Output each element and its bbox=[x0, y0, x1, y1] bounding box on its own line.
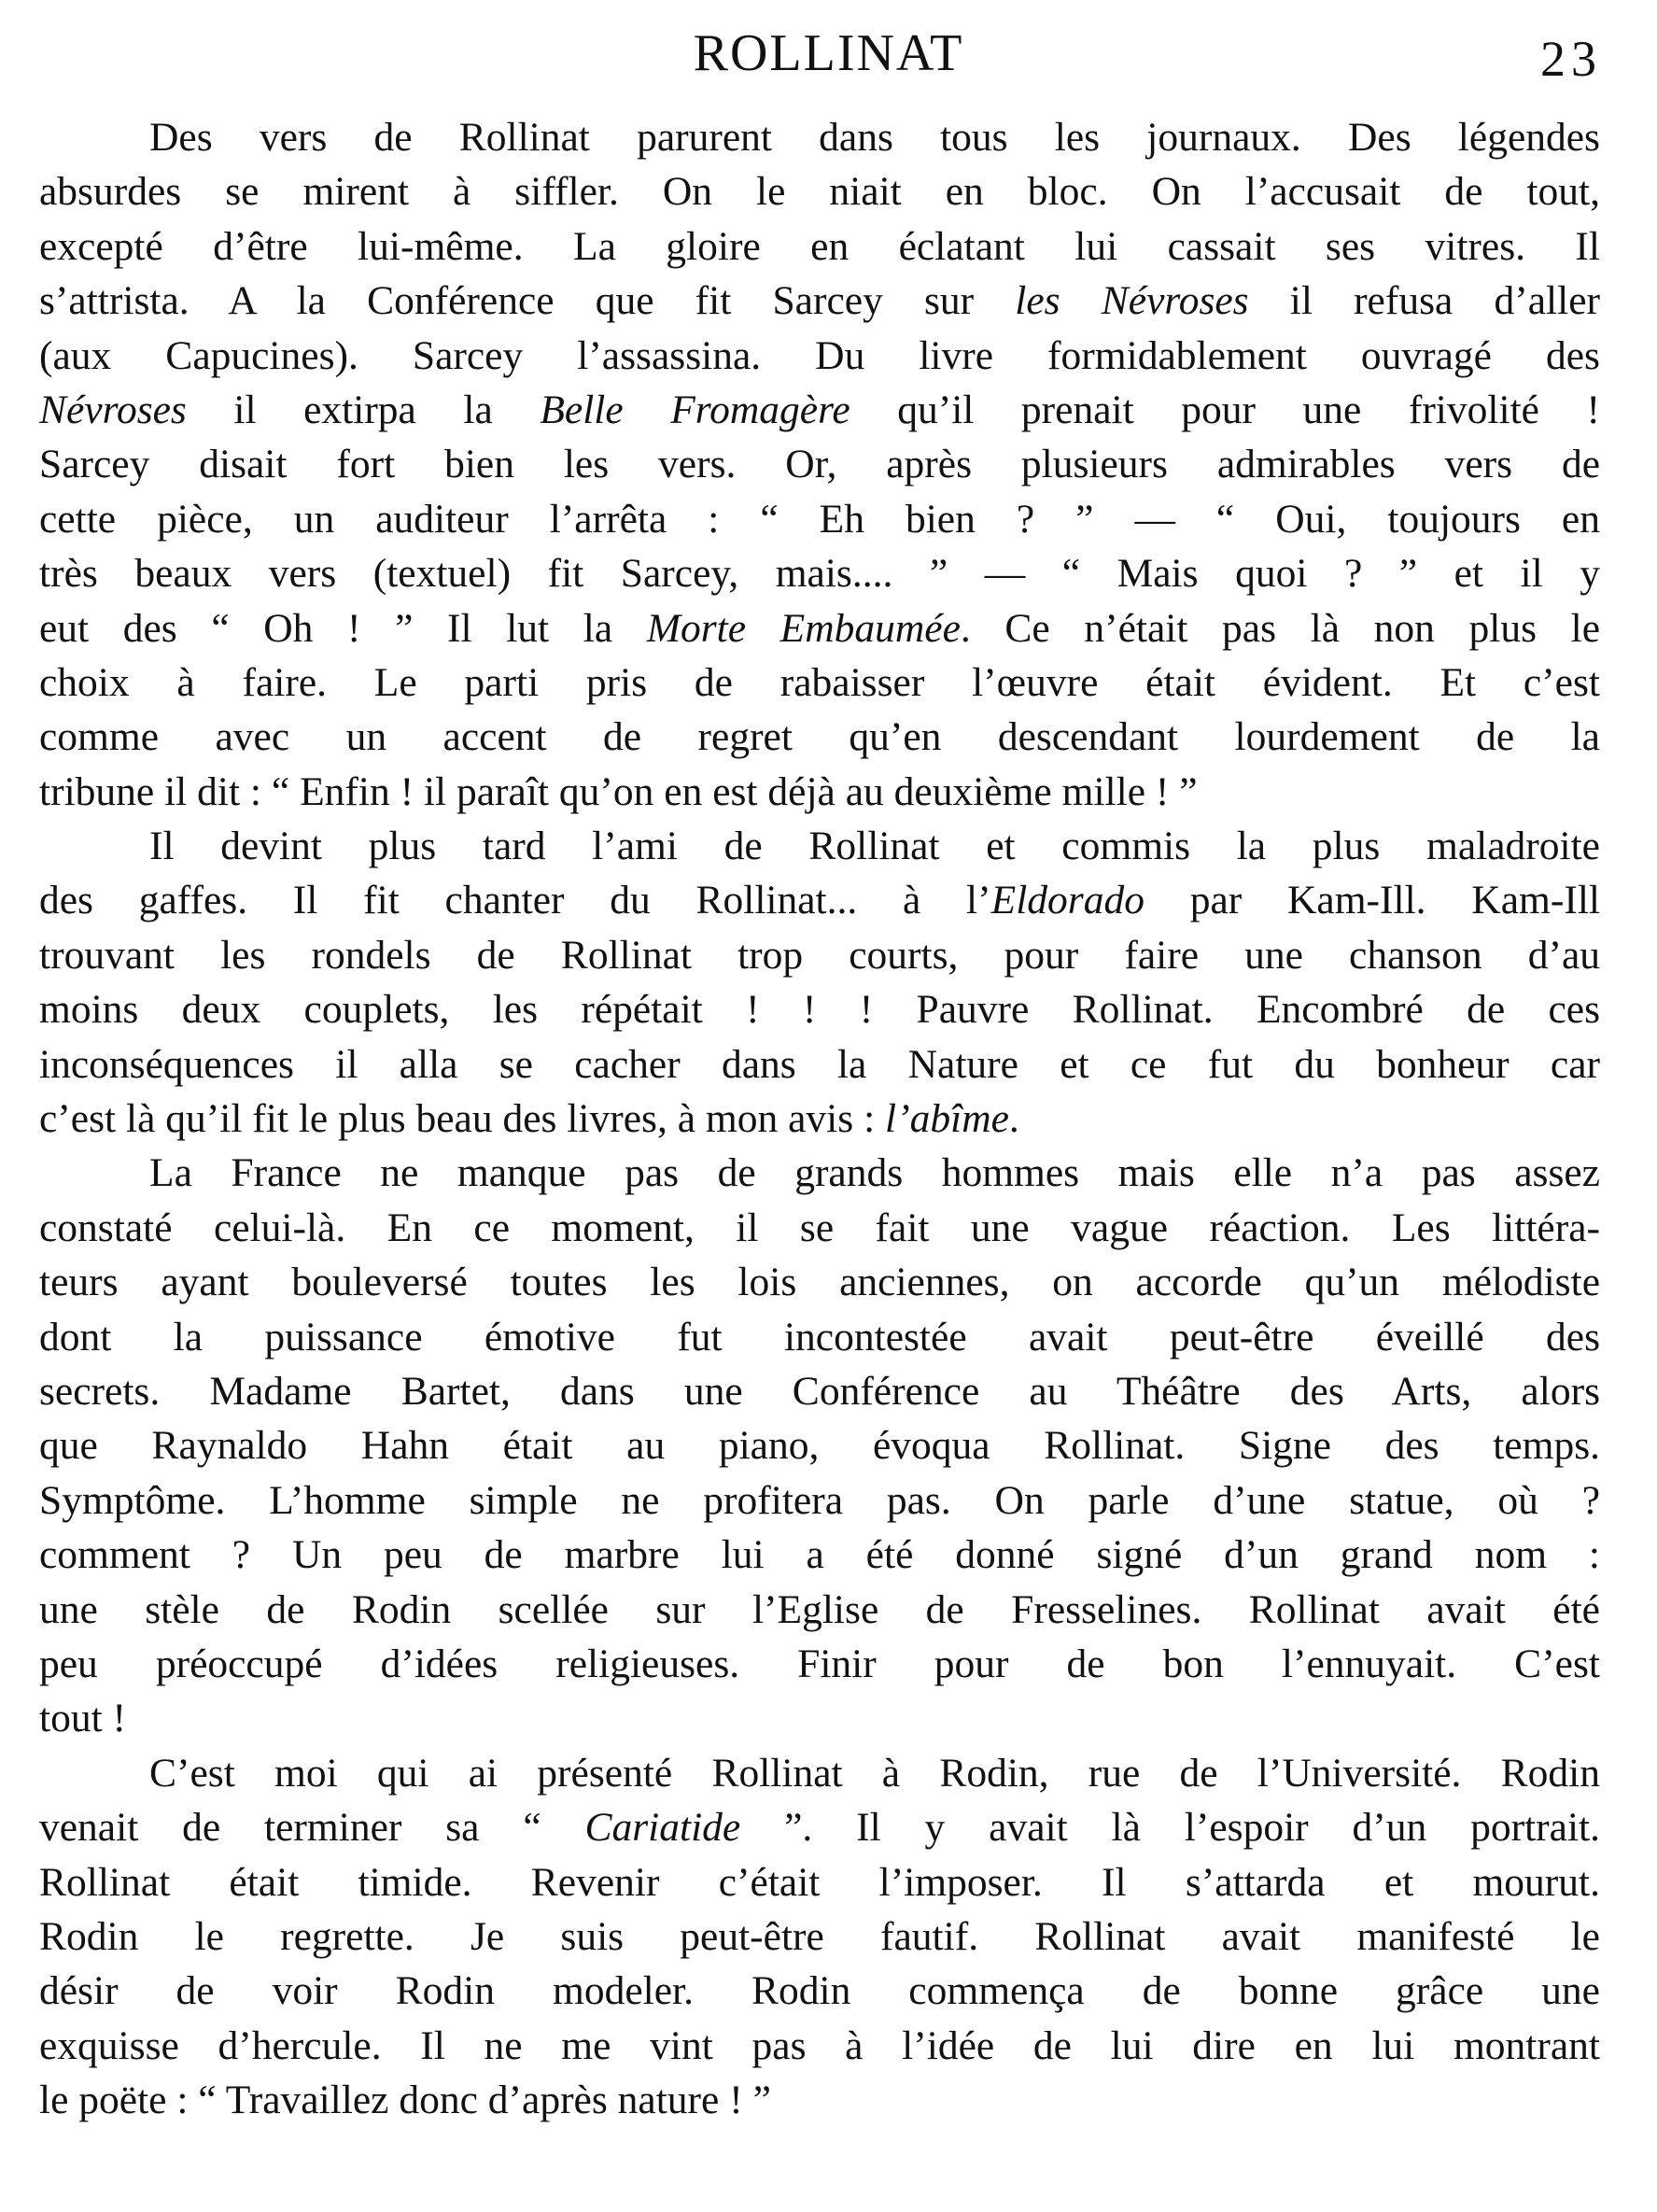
text-segment: ”. Il y avait là l’espoir d’un portrait. bbox=[740, 1805, 1600, 1851]
text-line bbox=[39, 873, 1600, 927]
text-segment: des gaffes. Il fit chanter du Rollinat... à l’ bbox=[39, 878, 991, 923]
text-line bbox=[39, 1255, 1600, 1309]
text-segment: constaté celui-là. En ce moment, il se fait une vague réaction. Les littéra- bbox=[39, 1205, 1600, 1250]
text-segment: trouvant les rondels de Rollinat trop courts, pour faire une chanson d’au bbox=[39, 932, 1600, 978]
text-segment: comment ? Un peu de marbre lui a été donné signé d’un grand nom : bbox=[39, 1532, 1600, 1578]
running-head bbox=[0, 21, 1657, 86]
text-segment: cette pièce, un auditeur l’arrêta : “ Eh bien ? ” — “ Oui, toujours en bbox=[39, 496, 1600, 542]
text-line bbox=[39, 1528, 1600, 1582]
text-line bbox=[39, 383, 1600, 437]
text-segment: . bbox=[1008, 1096, 1019, 1142]
text-line bbox=[39, 982, 1600, 1036]
text-segment: excepté d’être lui-même. La gloire en éclatant lui cassait ses vitres. Il bbox=[39, 223, 1600, 269]
text-segment: absurdes se mirent à siffler. On le niait en bloc. On l’accusait de tout, bbox=[39, 169, 1600, 215]
text-segment: eut des “ Oh ! ” Il lut la bbox=[39, 605, 647, 651]
text-line bbox=[39, 1310, 1600, 1364]
text-line bbox=[39, 1746, 1600, 1800]
text-segment: par Kam-Ill. Kam-Ill bbox=[1144, 878, 1600, 923]
text-segment: exquisse d’hercule. Il ne me vint pas à l’idée de lui dire en lui montrant bbox=[39, 2022, 1600, 2068]
paragraph bbox=[39, 1146, 1600, 1745]
text-segment: secrets. Madame Bartet, dans une Conférence au Théâtre des Arts, alors bbox=[39, 1368, 1600, 1414]
text-segment: qu’il prenait pour une frivolité ! bbox=[850, 387, 1600, 432]
text-segment: très beaux vers (textuel) fit Sarcey, mais.... ” — “ Mais quoi ? ” et il y bbox=[39, 551, 1600, 597]
text-line bbox=[39, 1855, 1600, 1909]
text-segment: inconséquences il alla se cacher dans la Nature et ce fut du bonheur car bbox=[39, 1041, 1600, 1087]
text-segment: tribune il dit : “ Enfin ! il paraît qu’on en est déjà au deuxième mille ! ” bbox=[39, 768, 1198, 814]
text-segment: tout ! bbox=[39, 1696, 127, 1741]
text-line bbox=[39, 437, 1600, 491]
text-line bbox=[39, 164, 1600, 218]
paragraph bbox=[39, 1746, 1600, 2128]
text-line bbox=[39, 1146, 1600, 1200]
text-line bbox=[39, 928, 1600, 982]
text-segment: que Raynaldo Hahn était au piano, évoqua Rollinat. Signe des temps. bbox=[39, 1423, 1600, 1469]
text-segment: une stèle de Rodin scellée sur l’Eglise de Fresselines. Rollinat avait été bbox=[39, 1586, 1600, 1632]
text-segment: peu préoccupé d’idées religieuses. Finir pour de bon l’ennuyait. C’est bbox=[39, 1641, 1600, 1686]
text-segment: C’est moi qui ai présenté Rollinat à Rodin, rue de l’Université. Rodin bbox=[149, 1750, 1600, 1796]
text-segment: Rollinat était timide. Revenir c’était l’imposer. Il s’attarda et mourut. bbox=[39, 1859, 1600, 1905]
page-number: 23 bbox=[1540, 31, 1602, 87]
text-segment: moins deux couplets, les répétait ! ! ! Pauvre Rollinat. Encombré de ces bbox=[39, 987, 1600, 1033]
paragraph bbox=[39, 110, 1600, 819]
text-line bbox=[39, 2019, 1600, 2073]
text-segment: c’est là qu’il fit le plus beau des livres, à mon avis : bbox=[39, 1096, 886, 1142]
text-line bbox=[39, 1418, 1600, 1472]
text-line bbox=[39, 1964, 1600, 2018]
text-line bbox=[39, 1037, 1600, 1092]
text-line bbox=[39, 2073, 1600, 2127]
text-segment: Sarcey disait fort bien les vers. Or, après plusieurs admirables vers de bbox=[39, 442, 1600, 487]
body-text bbox=[39, 110, 1600, 2127]
text-segment: teurs ayant bouleversé toutes les lois anciennes, on accorde qu’un mélodiste bbox=[39, 1260, 1600, 1305]
text-segment: comme avec un accent de regret qu’en descendant lourdement de la bbox=[39, 714, 1600, 760]
italic-title: Névroses bbox=[39, 387, 187, 432]
text-line bbox=[39, 329, 1600, 383]
text-segment: La France ne manque pas de grands hommes mais elle n’a pas assez bbox=[149, 1150, 1600, 1196]
text-line bbox=[39, 274, 1600, 328]
italic-title: Morte Embaumée bbox=[646, 605, 961, 651]
text-line bbox=[39, 1201, 1600, 1255]
running-title: ROLLINAT bbox=[693, 24, 964, 82]
text-line bbox=[39, 1583, 1600, 1637]
text-segment: dont la puissance émotive fut incontestée avait peut-être éveillé des bbox=[39, 1314, 1600, 1360]
text-segment: désir de voir Rodin modeler. Rodin commença de bonne grâce une bbox=[39, 1968, 1600, 2014]
italic-title: Belle Fromagère bbox=[540, 387, 850, 432]
text-line bbox=[39, 219, 1600, 274]
text-segment: s’attrista. A la Conférence que fit Sarcey sur bbox=[39, 278, 1016, 324]
text-segment: . Ce n’était pas là non plus le bbox=[960, 605, 1600, 651]
text-line bbox=[39, 492, 1600, 546]
text-line bbox=[39, 1364, 1600, 1418]
text-segment: il extirpa la bbox=[186, 387, 541, 432]
text-segment: il refusa d’aller bbox=[1248, 278, 1600, 324]
italic-title: Eldorado bbox=[990, 878, 1144, 923]
text-line bbox=[39, 1473, 1600, 1528]
text-segment: Des vers de Rollinat parurent dans tous les journaux. Des légendes bbox=[149, 115, 1600, 160]
text-line bbox=[39, 110, 1600, 164]
paragraph bbox=[39, 819, 1600, 1146]
text-line bbox=[39, 710, 1600, 764]
text-line bbox=[39, 1800, 1600, 1854]
text-segment: le poëte : “ Travaillez donc d’après nature ! ” bbox=[39, 2078, 771, 2123]
italic-title: les Névroses bbox=[1015, 278, 1249, 324]
text-line bbox=[39, 765, 1600, 819]
text-segment: Il devint plus tard l’ami de Rollinat et commis la plus maladroite bbox=[149, 824, 1600, 869]
text-line bbox=[39, 601, 1600, 655]
text-line bbox=[39, 1691, 1600, 1745]
text-segment: venait de terminer sa “ bbox=[39, 1805, 585, 1851]
italic-title: l’abîme bbox=[885, 1096, 1009, 1142]
text-line bbox=[39, 1637, 1600, 1691]
text-segment: Symptôme. L’homme simple ne profitera pas. On parle d’une statue, où ? bbox=[39, 1477, 1600, 1523]
text-segment: (aux Capucines). Sarcey l’assassina. Du livre formidablement ouvragé des bbox=[39, 332, 1600, 378]
text-segment: choix à faire. Le parti pris de rabaisser l’œuvre était évident. Et c’est bbox=[39, 659, 1600, 705]
italic-title: Cariatide bbox=[584, 1805, 741, 1851]
text-segment: Rodin le regrette. Je suis peut-être fautif. Rollinat avait manifesté le bbox=[39, 1913, 1600, 1959]
text-line bbox=[39, 819, 1600, 873]
text-line bbox=[39, 546, 1600, 600]
text-line bbox=[39, 655, 1600, 710]
text-line bbox=[39, 1909, 1600, 1964]
text-line bbox=[39, 1092, 1600, 1146]
